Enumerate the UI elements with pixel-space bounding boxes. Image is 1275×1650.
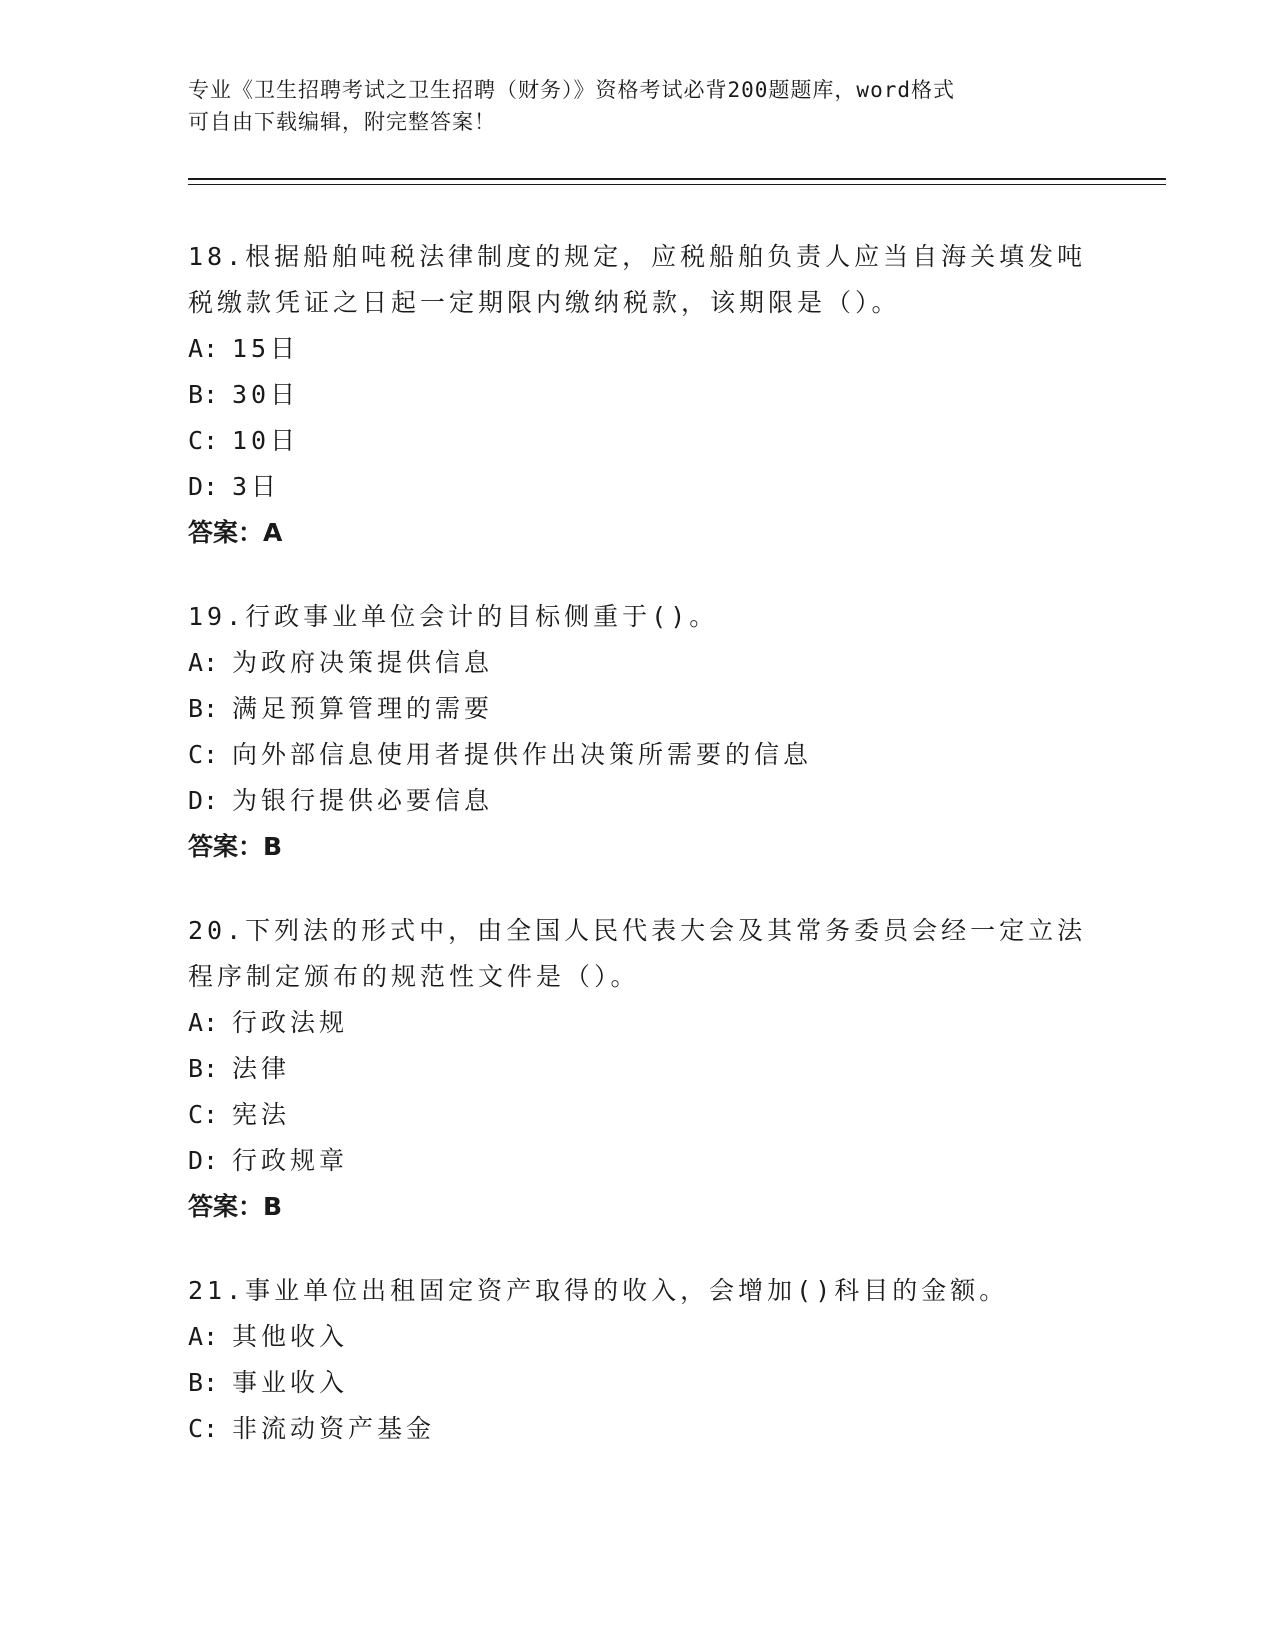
option-text: 为银行提供必要信息 — [232, 786, 494, 815]
option-letter: D: — [188, 1146, 219, 1175]
question-stem-line: 18.根据船舶吨税法律制度的规定，应税船舶负责人应当自海关填发吨 — [188, 242, 1087, 271]
option-letter: B: — [188, 380, 219, 409]
option-letter: A: — [188, 1322, 219, 1351]
option-a — [188, 1000, 1088, 1046]
question-19 — [188, 594, 1088, 870]
option-letter: D: — [188, 472, 219, 501]
option-letter: C: — [188, 740, 219, 769]
document-header — [188, 74, 1088, 138]
header-divider-thick — [188, 178, 1166, 180]
option-text: 为政府决策提供信息 — [232, 648, 494, 677]
question-20 — [188, 908, 1088, 1230]
option-d — [188, 778, 1088, 824]
question-stem — [188, 234, 1088, 326]
option-b — [188, 1046, 1088, 1092]
option-a — [188, 640, 1088, 686]
option-text: 法律 — [232, 1054, 291, 1083]
option-letter: A: — [188, 1008, 219, 1037]
option-text: 10日 — [232, 426, 300, 455]
option-letter: B: — [188, 1368, 219, 1397]
option-text: 非流动资产基金 — [232, 1414, 436, 1443]
option-b — [188, 372, 1088, 418]
option-c — [188, 1406, 1088, 1452]
header-title-line-2: 可自由下载编辑，附完整答案！ — [188, 110, 496, 134]
question-stem-line: 程序制定颁布的规范性文件是（）。 — [188, 962, 640, 991]
option-text: 其他收入 — [232, 1322, 349, 1351]
question-stem-line: 19.行政事业单位会计的目标侧重于()。 — [188, 602, 719, 631]
option-text: 30日 — [232, 380, 300, 409]
question-stem — [188, 908, 1088, 1000]
option-text: 向外部信息使用者提供作出决策所需要的信息 — [232, 740, 813, 769]
option-text: 15日 — [232, 334, 300, 363]
question-stem-line: 21.事业单位出租固定资产取得的收入，会增加()科目的金额。 — [188, 1276, 1009, 1305]
option-d — [188, 464, 1088, 510]
answer-label: 答案：A — [188, 518, 283, 547]
option-b — [188, 1360, 1088, 1406]
option-text: 事业收入 — [232, 1368, 349, 1397]
header-divider-thin — [188, 184, 1166, 185]
option-text: 满足预算管理的需要 — [232, 694, 494, 723]
option-text: 行政规章 — [232, 1146, 349, 1175]
option-b — [188, 686, 1088, 732]
option-letter: B: — [188, 694, 219, 723]
option-letter: C: — [188, 1100, 219, 1129]
option-c — [188, 1092, 1088, 1138]
option-a — [188, 1314, 1088, 1360]
question-stem-line: 20.下列法的形式中，由全国人民代表大会及其常务委员会经一定立法 — [188, 916, 1087, 945]
question-list — [188, 234, 1088, 1490]
question-stem-line: 税缴款凭证之日起一定期限内缴纳税款，该期限是（）。 — [188, 288, 901, 317]
question-stem — [188, 1268, 1088, 1314]
option-text: 行政法规 — [232, 1008, 349, 1037]
option-letter: A: — [188, 648, 219, 677]
option-text: 3日 — [232, 472, 281, 501]
option-text: 宪法 — [232, 1100, 291, 1129]
option-letter: B: — [188, 1054, 219, 1083]
option-letter: C: — [188, 426, 219, 455]
option-d — [188, 1138, 1088, 1184]
option-c — [188, 418, 1088, 464]
header-title-line-1: 专业《卫生招聘考试之卫生招聘（财务）》资格考试必背200题题库，word格式 — [188, 78, 955, 102]
answer-label: 答案：B — [188, 1192, 283, 1221]
option-letter: A: — [188, 334, 219, 363]
option-a — [188, 326, 1088, 372]
question-stem — [188, 594, 1088, 640]
option-c — [188, 732, 1088, 778]
question-21 — [188, 1268, 1088, 1452]
answer-label: 答案：B — [188, 832, 283, 861]
option-letter: C: — [188, 1414, 219, 1443]
option-letter: D: — [188, 786, 219, 815]
question-18 — [188, 234, 1088, 556]
